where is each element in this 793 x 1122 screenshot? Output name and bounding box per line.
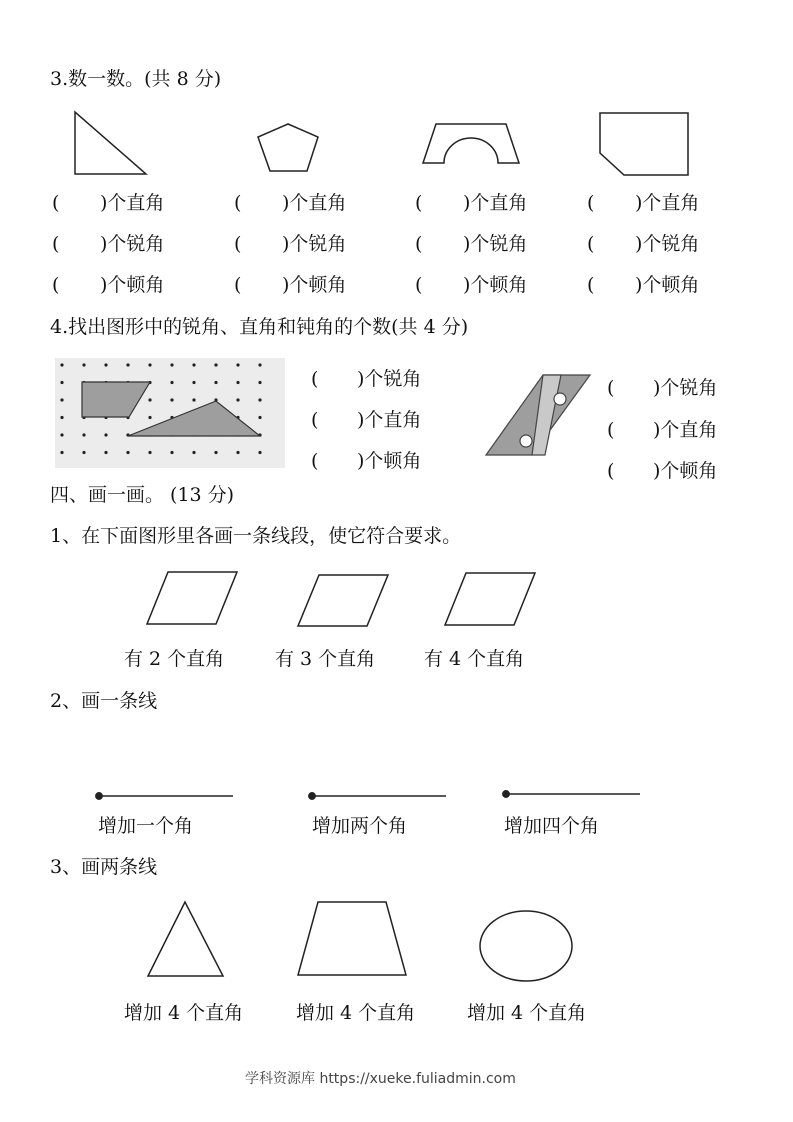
p2-label-3: 增加四个角 [504,815,600,837]
p2-label-1: 增加一个角 [98,815,194,837]
trapezoid-shape [298,902,406,975]
q4-left-answer-label: )个锐角 [357,368,422,390]
p3-title: 3、画两条线 [50,856,158,878]
q3-answer-label: )个直角 [100,192,165,214]
q3-blank-open-paren: ( [415,233,423,255]
q3-blank-open-paren: ( [52,233,60,255]
q4-left-open-paren: ( [311,368,319,390]
p3-label-2: 增加 4 个直角 [296,1002,416,1024]
q4-right-answer-label: )个直角 [653,419,718,441]
q4-right-answer-label: )个锐角 [653,377,718,399]
q3-blank-open-paren: ( [587,274,595,296]
q4-left-answer-label: )个直角 [357,409,422,431]
q3-answer-label: )个锐角 [463,233,528,255]
q3-blank-open-paren: ( [587,233,595,255]
section4-title: 四、画一画。 (13 分) [50,484,235,506]
q3-answer-label: )个锐角 [282,233,347,255]
q3-answer-label: )个锐角 [635,233,700,255]
ellipse-shape [480,911,572,981]
q3-blank-open-paren: ( [415,192,423,214]
q4-left-open-paren: ( [311,450,319,472]
p2-title: 2、画一条线 [50,690,158,712]
q3-answer-label: )个顿角 [463,274,528,296]
q4-left-open-paren: ( [311,409,319,431]
q4-left-answer-label: )个顿角 [357,450,422,472]
q3-blank-open-paren: ( [234,274,242,296]
p1-label-1: 有 2 个直角 [124,648,225,670]
p2-label-2: 增加两个角 [312,815,408,837]
p3-label-1: 增加 4 个直角 [124,1002,244,1024]
q3-blank-open-paren: ( [587,192,595,214]
q4-right-answer-label: )个顿角 [653,460,718,482]
q4-right-open-paren: ( [607,460,615,482]
q3-blank-open-paren: ( [234,233,242,255]
q3-title: 3.数一数。(共 8 分) [50,68,222,90]
footer-source: 学科资源库 https://xueke.fuliadmin.com [245,1071,516,1087]
triangle-shape [148,902,223,976]
q3-answer-label: )个顿角 [100,274,165,296]
q3-answer-label: )个顿角 [282,274,347,296]
p3-label-3: 增加 4 个直角 [467,1002,587,1024]
q3-blank-open-paren: ( [234,192,242,214]
q3-blank-open-paren: ( [52,192,60,214]
p1-label-2: 有 3 个直角 [275,648,376,670]
q4-right-open-paren: ( [607,419,615,441]
q4-right-open-paren: ( [607,377,615,399]
q3-answer-label: )个直角 [635,192,700,214]
q3-answer-label: )个顿角 [635,274,700,296]
p1-label-3: 有 4 个直角 [424,648,525,670]
q3-answer-label: )个直角 [282,192,347,214]
q4-title: 4.找出图形中的锐角、直角和钝角的个数(共 4 分) [50,316,469,338]
q3-answer-label: )个直角 [463,192,528,214]
q3-blank-open-paren: ( [415,274,423,296]
q3-answer-label: )个锐角 [100,233,165,255]
p1-title: 1、在下面图形里各画一条线段，使它符合要求。 [50,525,462,547]
q3-blank-open-paren: ( [52,274,60,296]
